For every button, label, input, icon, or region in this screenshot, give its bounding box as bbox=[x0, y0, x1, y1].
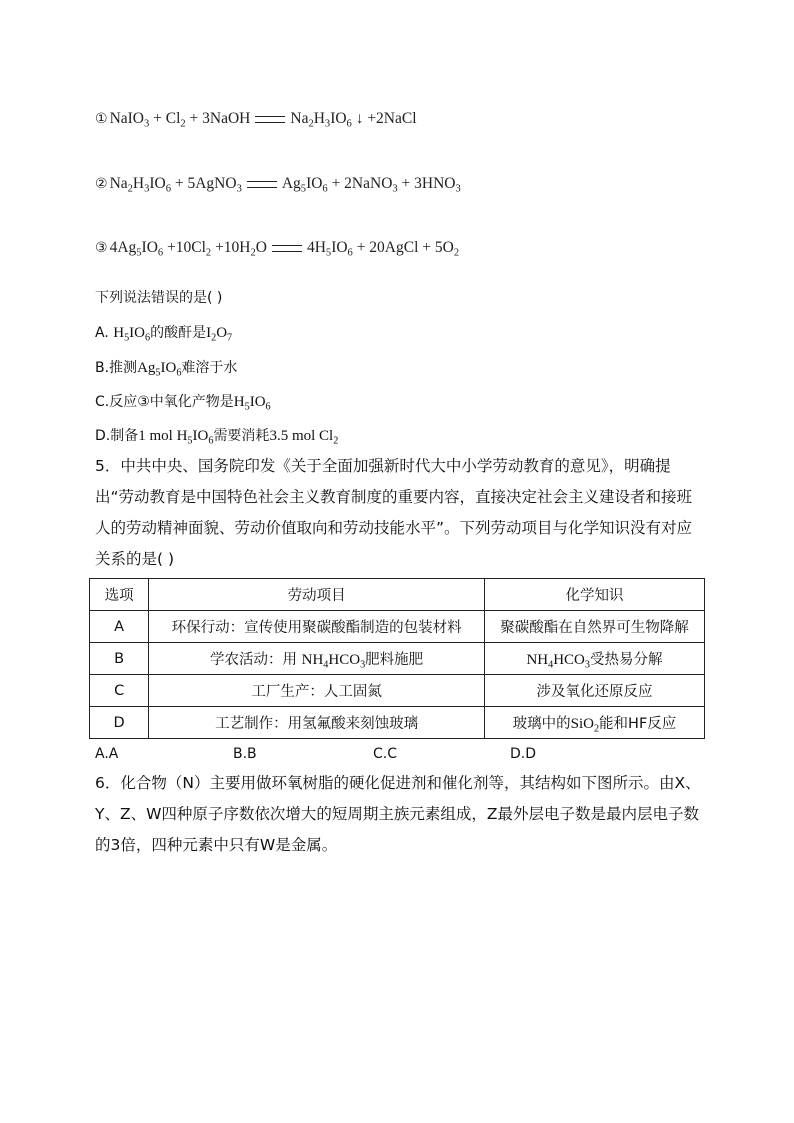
q4-option-d[interactable]: D.制备1 mol $H_5IO_6$需要消耗3.5 mol $Cl_2$ bbox=[95, 428, 339, 447]
cell-option: D bbox=[90, 707, 149, 739]
table-header-row bbox=[90, 579, 705, 611]
q4-option-b[interactable]: B.推测$Ag_5IO_6$难溶于水 bbox=[95, 360, 238, 379]
table-row bbox=[90, 643, 705, 675]
chem-formula: 3.5 mol $Cl_2$ bbox=[269, 428, 339, 447]
chem-formula: $NH_4HCO_3$ bbox=[526, 652, 590, 671]
chem-formula: 1 mol bbox=[138, 428, 177, 444]
header-knowledge: 化学知识 bbox=[484, 579, 704, 611]
equals-sign bbox=[272, 245, 302, 252]
chem-formula: $H_5IO_6$ bbox=[176, 428, 214, 447]
cell-knowledge: 涉及氧化还原反应 bbox=[484, 675, 704, 707]
cell-option: B bbox=[90, 643, 149, 675]
chem-formula: $H_5IO_6$ bbox=[113, 325, 151, 344]
q5-table bbox=[89, 578, 705, 739]
equation-2: ② $Na_2H_3IO_6$ + 5AgNO$_3$ $Ag_5IO_6$ + 2NaNO$_3$ + $3HNO_3$ bbox=[95, 175, 461, 195]
choice-d[interactable]: D.D bbox=[510, 746, 537, 762]
chem-formula: $H_5IO_6$ bbox=[233, 394, 271, 413]
header-option: 选项 bbox=[90, 579, 149, 611]
chem-formula: $Ag_5IO_6$ bbox=[137, 360, 182, 379]
choice-b[interactable]: B.B bbox=[233, 746, 257, 762]
choice-a[interactable]: A.A bbox=[95, 746, 119, 762]
q4-prompt: 下列说法错误的是( ) bbox=[95, 290, 223, 306]
cell-option: C bbox=[90, 675, 149, 707]
cell-knowledge: 玻璃中的SiO$_2$能和HF反应 bbox=[484, 707, 704, 739]
cell-option: A bbox=[90, 611, 149, 643]
cell-project: 工厂生产：人工固氮 bbox=[149, 675, 485, 707]
cell-knowledge: $NH_4HCO_3$受热易分解 bbox=[484, 643, 704, 675]
cell-knowledge: 聚碳酸酯在自然界可生物降解 bbox=[484, 611, 704, 643]
table-row bbox=[90, 611, 705, 643]
table-row bbox=[90, 707, 705, 739]
equation-number: ③ bbox=[95, 240, 108, 256]
q6-text: 6．化合物（N）主要用做环氧树脂的硬化促进剂和催化剂等，其结构如下图所示。由X、Y、Z、W四种原子序数依次增大的短周期主族元素组成，Z最外层电子数是最内层电子数的3倍，四种元素中只有W是金属。 bbox=[95, 774, 701, 854]
cell-project: 学农活动：用 $NH_4HCO_3$肥料施肥 bbox=[149, 643, 485, 675]
cell-project: 工艺制作：用氢氟酸来刻蚀玻璃 bbox=[149, 707, 485, 739]
equation-3: ③ $4Ag_5IO_6 +10Cl_2 +10H_2O$ $4H_5IO_6$ + 20AgCl + $5O_2$ bbox=[95, 239, 460, 259]
q4-option-c[interactable]: C.反应③中氧化产物是$H_5IO_6$ bbox=[95, 394, 271, 413]
equation-1: ① NaIO$_3$ + $Cl_2$ + 3NaOH $Na_2H_3IO_6$ ↓ +2NaCl bbox=[95, 110, 417, 130]
equation-number: ① bbox=[95, 111, 108, 127]
header-project: 劳动项目 bbox=[149, 579, 485, 611]
q4-option-a[interactable]: A. $H_5IO_6$的酸酐是$I_2O_7$ bbox=[95, 325, 233, 344]
equation-number: ② bbox=[95, 176, 108, 192]
table-row bbox=[90, 675, 705, 707]
chem-formula: $I_2O_7$ bbox=[206, 325, 233, 344]
equals-sign bbox=[247, 181, 277, 188]
chem-formula: SiO$_2$ bbox=[570, 716, 600, 735]
cell-project: 环保行动：宣传使用聚碳酸酯制造的包装材料 bbox=[149, 611, 485, 643]
equals-sign bbox=[255, 116, 285, 123]
choice-c[interactable]: C.C bbox=[373, 746, 398, 762]
q5-text: 5．中共中央、国务院印发《关于全面加强新时代大中小学劳动教育的意见》，明确提出“劳动教育是中国特色社会主义教育制度的重要内容，直接决定社会主义建设者和接班人的劳动精神面貌、劳动价值取向和劳动技能水平”。下列劳动项目与化学知识没有对应关系的是( ) bbox=[95, 457, 693, 568]
chem-formula: $NH_4HCO_3$ bbox=[301, 652, 366, 671]
